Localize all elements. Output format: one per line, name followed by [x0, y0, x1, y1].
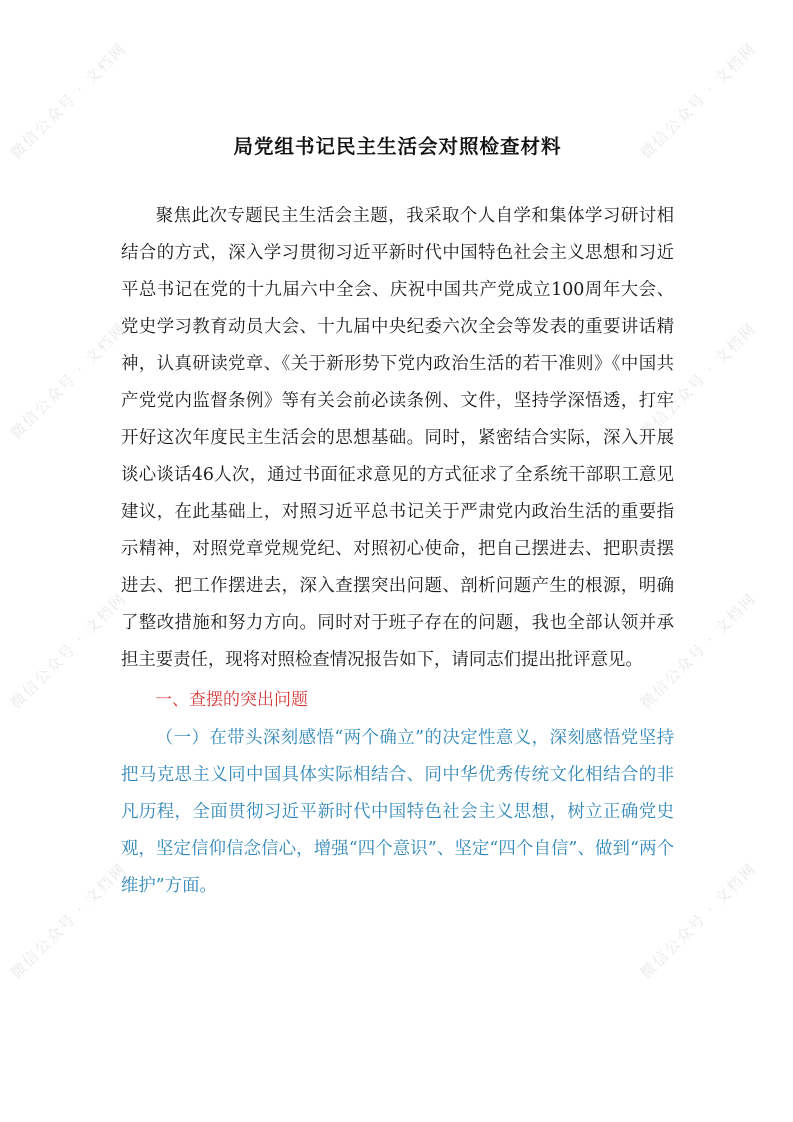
document-body: [121, 132, 674, 905]
watermark-text: 微信公众号 · 文档网: [636, 39, 761, 163]
watermark-text: 微信公众号 · 文档网: [6, 859, 131, 983]
intro-paragraph: 聚焦此次专题民主生活会主题，我采取个人自学和集体学习研讨相结合的方式，深入学习贯彻习近平新时代中国特色社会主义思想和习近平总书记在党的十九届六中全会、庆祝中国共产党成立100周年大会、党史学习教育动员大会、十九届中央纪委六次全会等发表的重要讲话精神，认真研读党章、《关于新形势下党内政治生活的若干准则》《中国共产党党内监督条例》等有关会前必读条例、文件，坚持学深悟透，打牢开好这次年度民主生活会的思想基础。同时，紧密结合实际，深入开展谈心谈话46人次，通过书面征求意见的方式征求了全系统干部职工意见建议，在此基础上，对照习近平总书记关于严肃党内政治生活的重要指示精神，对照党章党规党纪、对照初心使命，把自己摆进去、把职责摆进去、把工作摆进去，深入查摆突出问题、剖析问题产生的根源，明确了整改措施和努力方向。同时对于班子存在的问题，我也全部认领并承担主要责任，现将对照检查情况报告如下，请同志们提出批评意见。: [121, 206, 674, 670]
section-heading: 一、查摆的突出问题: [155, 690, 308, 710]
watermark-text: 微信公众号 · 文档网: [636, 859, 761, 983]
watermark-text: 微信公众号 · 文档网: [6, 39, 131, 163]
subsection-paragraph: （一）在带头深刻感悟“两个确立”的决定性意义，深刻感悟党坚持把马克思主义同中国具体实际相结合、同中华优秀传统文化相结合的非凡历程，全面贯彻习近平新时代中国特色社会主义思想，树立正确党史观，坚定信仰信念信心，增强“四个意识”、坚定“四个自信”、做到“两个维护”方面。: [121, 728, 674, 896]
document-title: 局党组书记民主生活会对照检查材料: [233, 135, 562, 158]
watermark-text: 微信公众号 · 文档网: [6, 589, 131, 713]
watermark-text: 微信公众号 · 文档网: [636, 589, 761, 713]
watermark-text: 微信公众号 · 文档网: [6, 319, 131, 443]
watermark-text: 微信公众号 · 文档网: [636, 319, 761, 443]
